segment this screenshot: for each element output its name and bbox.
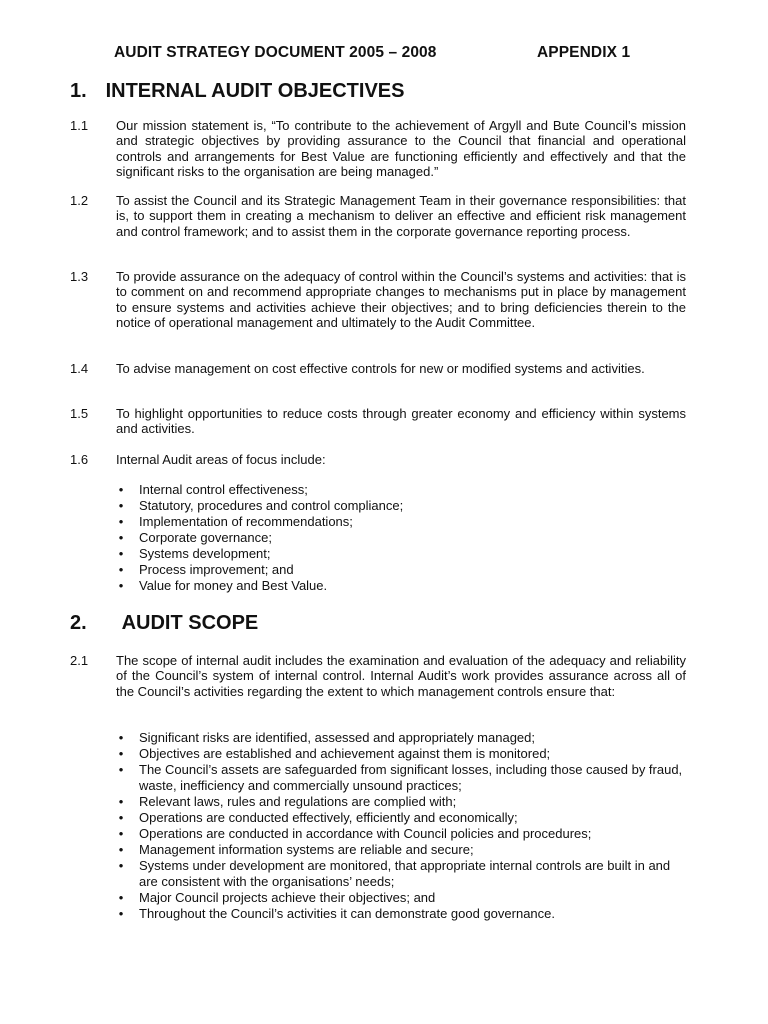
document-title: AUDIT STRATEGY DOCUMENT 2005 – 2008 — [114, 44, 437, 61]
bullet-icon: • — [118, 498, 124, 513]
paragraph-number: 1.5 — [70, 406, 89, 421]
section-1-heading — [70, 80, 404, 103]
paragraph-1-6 — [70, 452, 686, 467]
list-item: • Implementation of recommendations; — [116, 514, 686, 530]
paragraph-number: 1.3 — [70, 269, 89, 284]
paragraph-text: To highlight opportunities to reduce costs through greater economy and efficiency within systems and activities. — [116, 406, 686, 437]
focus-areas-list — [116, 482, 686, 594]
bullet-icon: • — [118, 762, 124, 777]
bullet-icon: • — [118, 826, 124, 841]
bullet-icon: • — [118, 546, 124, 561]
paragraph-text: To provide assurance on the adequacy of control within the Council’s systems and activities: that is to comment on and recommend appropriate changes to mechanisms put in place by management to ensure systems and activities achieve their objectives; and to bring deficiencies therein to the notice of operational management and ultimately to the Audit Committee. — [116, 269, 686, 331]
section-1-number: 1. — [70, 80, 87, 102]
bullet-icon: • — [118, 794, 124, 809]
list-item: • Internal control effectiveness; — [116, 482, 686, 498]
bullet-icon: • — [118, 858, 124, 873]
list-item: • Relevant laws, rules and regulations are complied with; — [116, 794, 686, 810]
paragraph-1-5 — [70, 406, 686, 437]
list-item: • Throughout the Council’s activities it can demonstrate good governance. — [116, 906, 686, 922]
section-2-number: 2. — [70, 612, 87, 634]
paragraph-text: Our mission statement is, “To contribute to the achievement of Argyll and Bute Council’s mission and strategic objectives by providing assurance to the Council that financial and operational controls and arrangements for Best Value are functioning efficiently and effectively and that the significant risks to the organisation are being managed.” — [116, 118, 686, 180]
list-item: • Systems under development are monitored, that appropriate internal controls are built in and are consistent with the organisations’ needs; — [116, 858, 686, 890]
bullet-icon: • — [118, 810, 124, 825]
list-item: • Operations are conducted in accordance with Council policies and procedures; — [116, 826, 686, 842]
list-item: • Systems development; — [116, 546, 686, 562]
paragraph-text: To assist the Council and its Strategic Management Team in their governance responsibilities: that is, to support them in creating a mechanism to deliver an effective and efficient risk management and control framework; and to assist them in the corporate governance reporting process. — [116, 193, 686, 239]
paragraph-1-1 — [70, 118, 686, 180]
bullet-icon: • — [118, 482, 124, 497]
bullet-icon: • — [118, 730, 124, 745]
section-2-heading — [70, 612, 258, 635]
bullet-icon: • — [118, 906, 124, 921]
section-2-title: AUDIT SCOPE — [121, 612, 259, 634]
list-item: • Significant risks are identified, assessed and appropriately managed; — [116, 730, 686, 746]
bullet-icon: • — [118, 842, 124, 857]
bullet-icon: • — [118, 578, 124, 593]
paragraph-number: 1.2 — [70, 193, 89, 208]
list-item: • Process improvement; and — [116, 562, 686, 578]
paragraph-number: 2.1 — [70, 653, 89, 668]
section-1-title: INTERNAL AUDIT OBJECTIVES — [105, 80, 405, 102]
bullet-icon: • — [118, 562, 124, 577]
paragraph-1-4 — [70, 361, 686, 376]
list-item: • Operations are conducted effectively, efficiently and economically; — [116, 810, 686, 826]
paragraph-text: The scope of internal audit includes the examination and evaluation of the adequacy and reliability of the Council’s system of internal control. Internal Audit’s work provides assurance across all of the Council’s activities regarding the extent to which management controls ensure that: — [116, 653, 686, 699]
bullet-icon: • — [118, 514, 124, 529]
list-item: • Management information systems are reliable and secure; — [116, 842, 686, 858]
list-item: • Value for money and Best Value. — [116, 578, 686, 594]
paragraph-number: 1.1 — [70, 118, 89, 133]
scope-controls-list — [116, 730, 686, 922]
list-item: • Major Council projects achieve their objectives; and — [116, 890, 686, 906]
paragraph-1-2 — [70, 193, 686, 239]
list-item: • The Council’s assets are safeguarded from significant losses, including those caused by fraud, waste, inefficiency and commercially unsound practices; — [116, 762, 686, 794]
list-item: • Corporate governance; — [116, 530, 686, 546]
paragraph-number: 1.4 — [70, 361, 89, 376]
appendix-label: APPENDIX 1 — [537, 44, 631, 61]
bullet-icon: • — [118, 746, 124, 761]
paragraph-text: Internal Audit areas of focus include: — [116, 452, 326, 467]
paragraph-1-3 — [70, 269, 686, 331]
paragraph-number: 1.6 — [70, 452, 89, 467]
paragraph-2-1 — [70, 653, 686, 699]
bullet-icon: • — [118, 890, 124, 905]
list-item: • Objectives are established and achievement against them is monitored; — [116, 746, 686, 762]
list-item: • Statutory, procedures and control compliance; — [116, 498, 686, 514]
paragraph-text: To advise management on cost effective controls for new or modified systems and activities. — [116, 361, 645, 376]
bullet-icon: • — [118, 530, 124, 545]
